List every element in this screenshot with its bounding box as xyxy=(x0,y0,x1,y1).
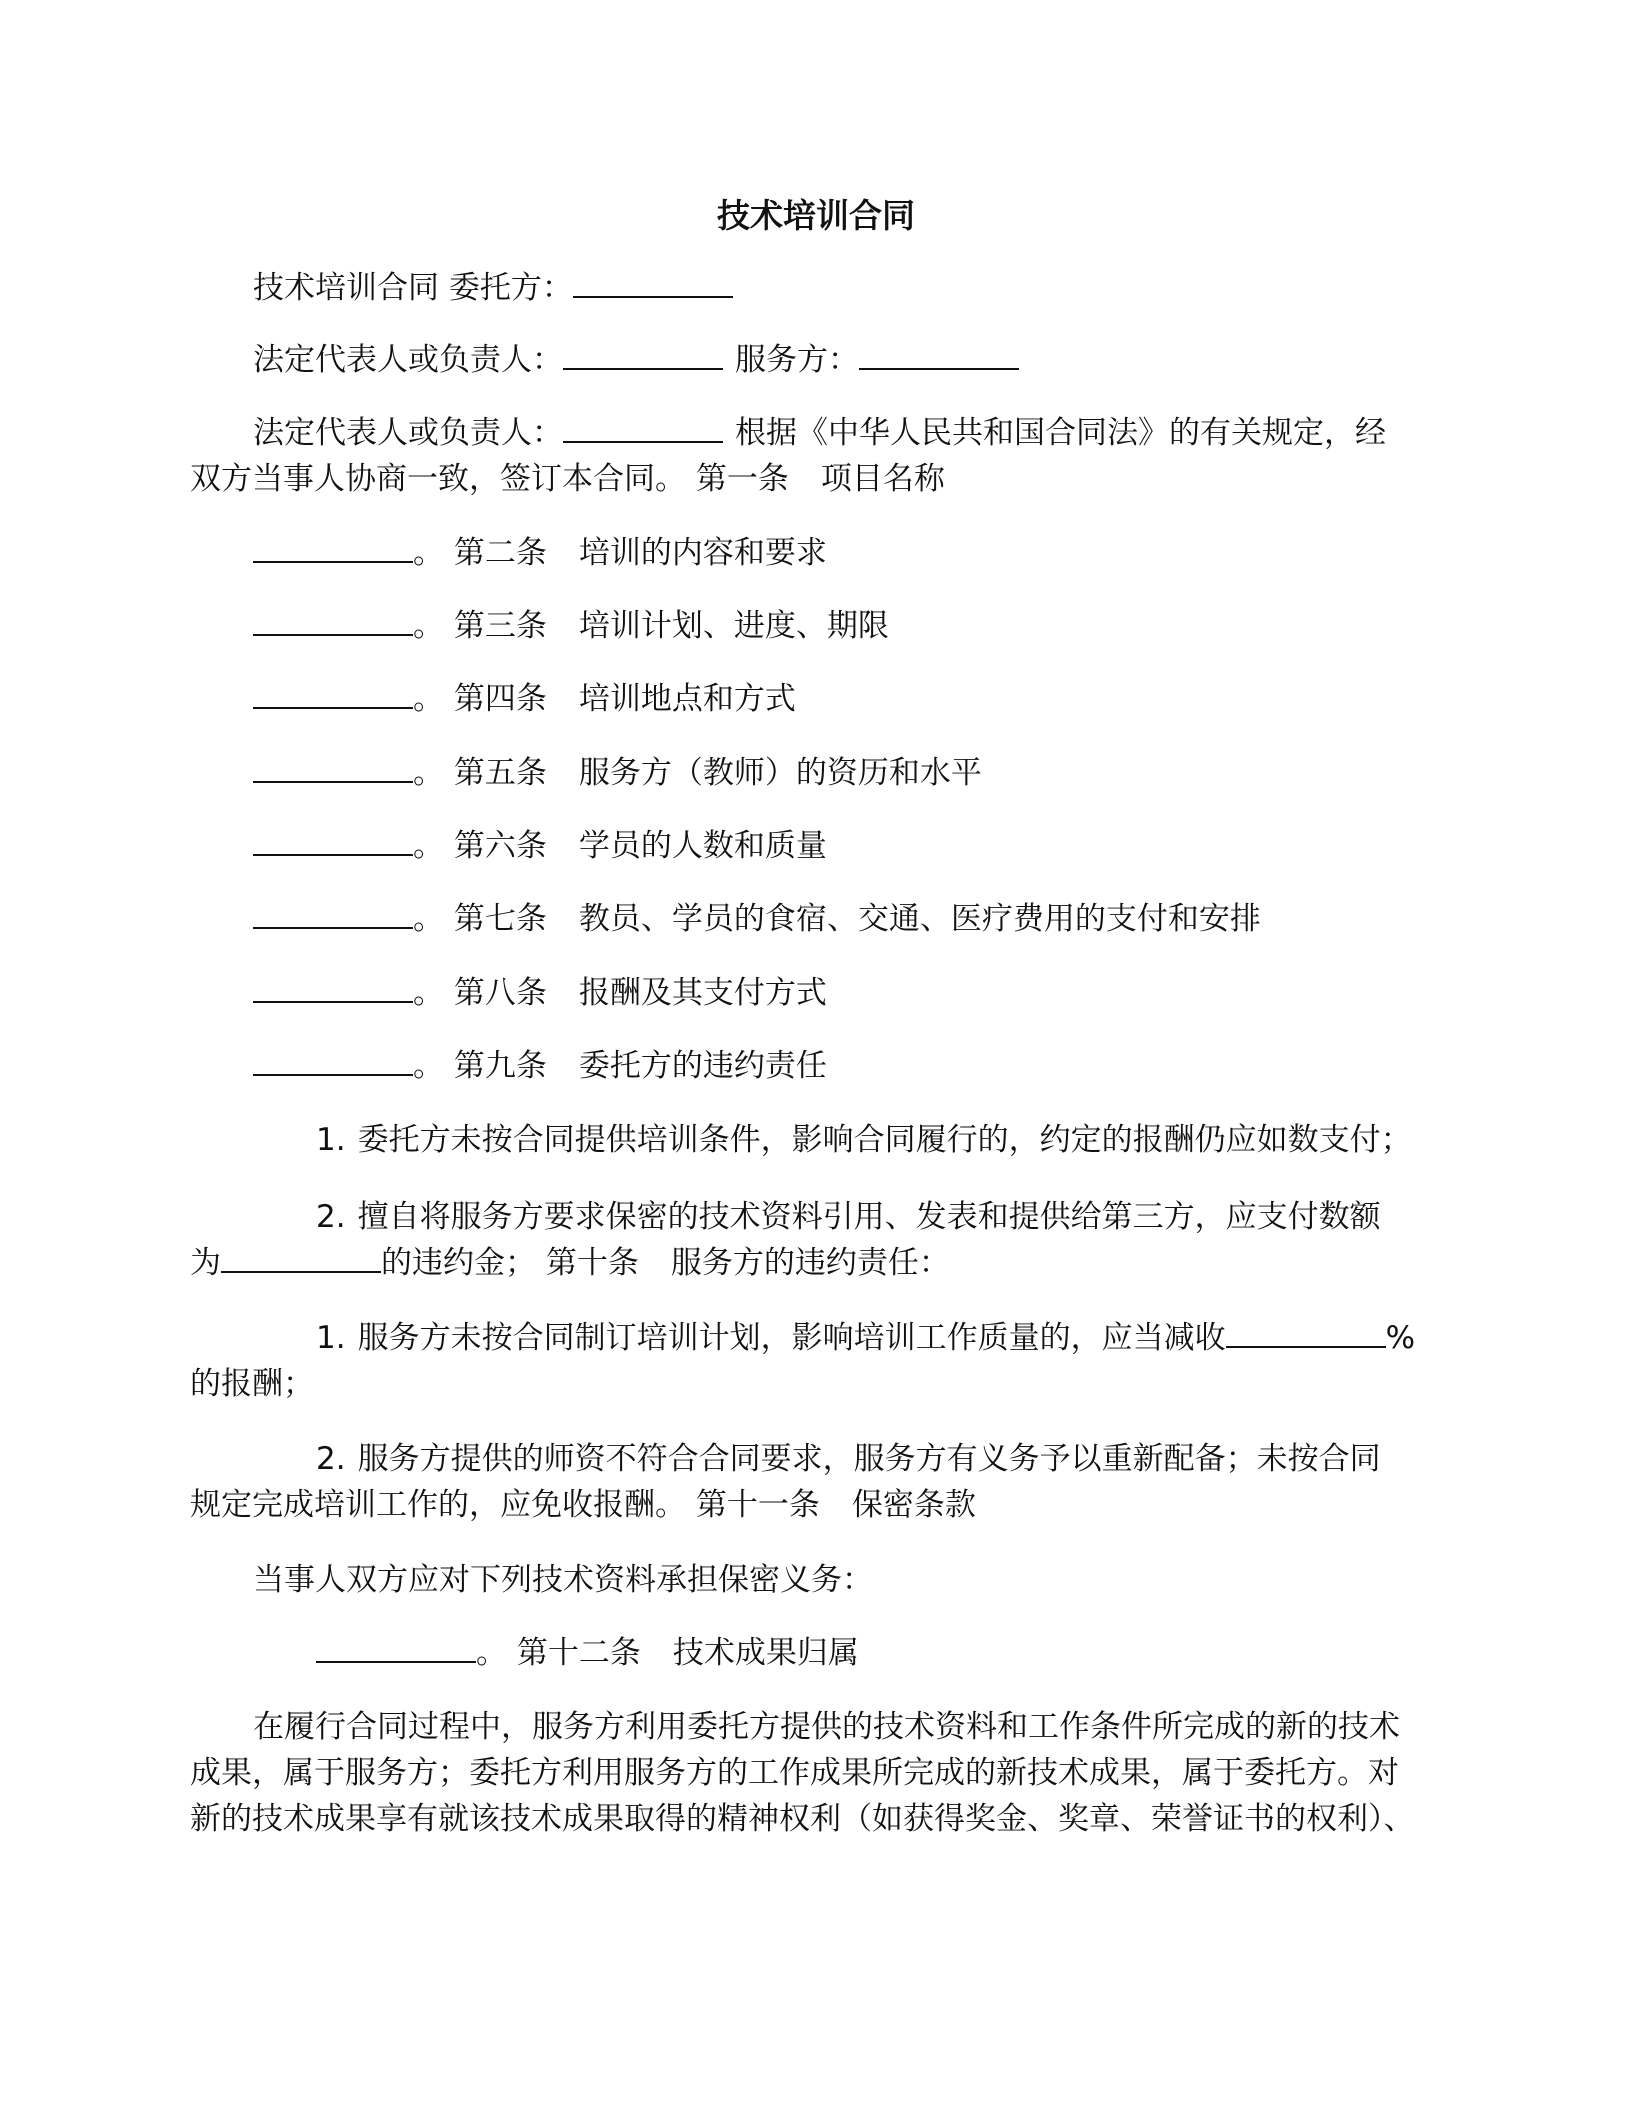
article-10-item-1-line-1 xyxy=(316,1316,1415,1360)
article-9-item-2-line-1 xyxy=(316,1195,1381,1239)
confidential-materials-blank xyxy=(316,1631,476,1663)
article-line xyxy=(253,971,827,1015)
article-9-item-2-line-2 xyxy=(190,1241,950,1285)
paragraph-text: 新的技术成果享有就该技术成果取得的精神权利（如获得奖金、奖章、荣誉证书的权利）、 xyxy=(190,1801,1415,1837)
item-number: 1. xyxy=(316,1320,346,1356)
article-heading: 报酬及其支付方式 xyxy=(578,975,827,1011)
article-label: 。 第四条 xyxy=(413,681,547,717)
representative-label: 法定代表人或负责人： xyxy=(253,342,563,378)
percent-sign: % xyxy=(1385,1320,1416,1356)
article-heading: 委托方的违约责任 xyxy=(578,1048,827,1084)
article-heading: 培训的内容和要求 xyxy=(578,535,827,571)
preamble-text-2: 双方当事人协商一致，签订本合同。 第一条 xyxy=(190,461,789,497)
client-blank xyxy=(573,266,733,298)
article-label: 。 第二条 xyxy=(413,535,547,571)
article-line xyxy=(253,531,827,575)
article-heading: 培训计划、进度、期限 xyxy=(578,608,889,644)
article-line xyxy=(253,677,796,721)
article-label: 。 第六条 xyxy=(413,828,547,864)
article-line xyxy=(253,897,1261,941)
item-number: 2. xyxy=(316,1441,346,1477)
item-text: 擅自将服务方要求保密的技术资料引用、发表和提供给第三方，应支付数额 xyxy=(357,1199,1381,1235)
item-number: 1. xyxy=(316,1122,346,1158)
article-line xyxy=(253,751,982,795)
final-paragraph-line-2 xyxy=(190,1751,1399,1795)
reduction-percent-blank xyxy=(1226,1316,1386,1348)
article-blank xyxy=(253,1044,413,1076)
paragraph-text: 在履行合同过程中，服务方利用委托方提供的技术资料和工作条件所完成的新的技术 xyxy=(253,1709,1400,1745)
representative-service-line xyxy=(253,338,1019,382)
item-text: 的报酬； xyxy=(190,1366,314,1402)
paragraph-text: 成果，属于服务方；委托方利用服务方的工作成果所完成的新技术成果，属于委托方。对 xyxy=(190,1755,1399,1791)
service-party-blank xyxy=(859,338,1019,370)
final-paragraph-line-3 xyxy=(190,1797,1415,1841)
preamble-line-2 xyxy=(190,457,945,501)
article-label: 。 第九条 xyxy=(413,1048,547,1084)
final-paragraph-line-1 xyxy=(253,1705,1400,1749)
service-party-label: 服务方： xyxy=(735,342,859,378)
article-blank xyxy=(253,824,413,856)
item-text: 服务方提供的师资不符合合同要求，服务方有义务予以重新配备；未按合同 xyxy=(357,1441,1381,1477)
article-9-item-1 xyxy=(316,1118,1412,1162)
representative-label-2: 法定代表人或负责人： xyxy=(253,415,563,451)
item-number: 2. xyxy=(316,1199,346,1235)
representative-blank-2 xyxy=(563,411,723,443)
confidentiality-text: 当事人双方应对下列技术资料承担保密义务： xyxy=(253,1562,873,1598)
representative-blank xyxy=(563,338,723,370)
preamble-text: 根据《中华人民共和国合同法》的有关规定，经 xyxy=(735,415,1386,451)
article-label: 。 第三条 xyxy=(413,608,547,644)
item-text: 委托方未按合同提供培训条件，影响合同履行的，约定的报酬仍应如数支付； xyxy=(357,1122,1412,1158)
client-label: 技术培训合同 委托方： xyxy=(253,270,573,306)
item-text-prefix: 为 xyxy=(190,1245,221,1281)
article-blank xyxy=(253,604,413,636)
party-client-line xyxy=(253,266,733,310)
article-heading: 服务方（教师）的资历和水平 xyxy=(578,755,982,791)
article-blank xyxy=(253,531,413,563)
article-11-text xyxy=(253,1558,873,1602)
article-10-item-2-line-1 xyxy=(316,1437,1381,1481)
article-10-heading: 服务方的违约责任： xyxy=(670,1245,950,1281)
article-label: 。 第七条 xyxy=(413,901,547,937)
article-label: 。 第五条 xyxy=(413,755,547,791)
article-blank xyxy=(253,897,413,929)
article-heading: 教员、学员的食宿、交通、医疗费用的支付和安排 xyxy=(578,901,1261,937)
penalty-amount-blank xyxy=(221,1241,381,1273)
article-12-line xyxy=(316,1631,859,1675)
item-text: 服务方未按合同制订培训计划，影响培训工作质量的，应当减收 xyxy=(357,1320,1226,1356)
article-blank xyxy=(253,971,413,1003)
article-heading: 培训地点和方式 xyxy=(578,681,796,717)
article-10-item-2-line-2 xyxy=(190,1483,976,1527)
article-line xyxy=(253,824,827,868)
article-11-heading: 保密条款 xyxy=(851,1487,976,1523)
article-line xyxy=(253,604,889,648)
article-heading: 学员的人数和质量 xyxy=(578,828,827,864)
preamble-line-1 xyxy=(253,411,1386,455)
article-line xyxy=(253,1044,827,1088)
item-text: 的违约金； 第十条 xyxy=(381,1245,639,1281)
item-text: 规定完成培训工作的，应免收报酬。 第十一条 xyxy=(190,1487,820,1523)
article-label: 。 第十二条 xyxy=(476,1635,641,1671)
article-10-item-1-line-2 xyxy=(190,1362,314,1406)
document-title: 技术培训合同 xyxy=(717,196,915,235)
article-blank xyxy=(253,677,413,709)
article-blank xyxy=(253,751,413,783)
article-label: 。 第八条 xyxy=(413,975,547,1011)
article-12-heading: 技术成果归属 xyxy=(672,1635,859,1671)
article-1-heading: 项目名称 xyxy=(820,461,945,497)
